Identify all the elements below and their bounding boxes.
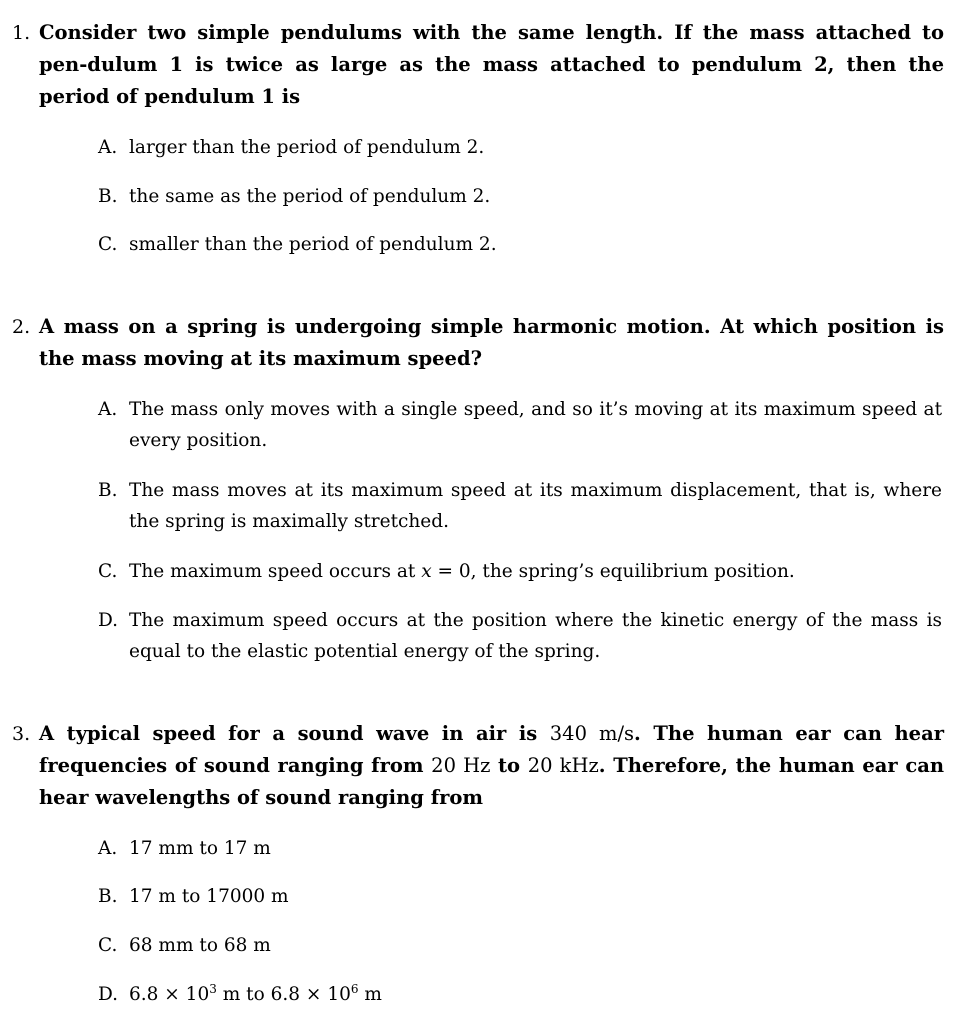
choice-letter: D. (98, 610, 119, 631)
math-exponent: 6 (350, 982, 359, 996)
question-text: A mass on a spring is undergoing simple harmonic motion. At which position is the mass moving at its maximum speed? (39, 315, 944, 370)
math-exponent: 3 (209, 982, 217, 996)
question-text: Consider two simple pendulums with the same length. If the mass attached to pen-dulum 1 is twice as large as the mass attached to pendulum 2, then the period of pendulum 1 is (39, 21, 944, 108)
choice-text: 17 mm to 17 m (129, 838, 271, 859)
choice-letter: C. (98, 234, 118, 255)
math-value: 20 kHz (527, 754, 599, 777)
math-base: 6.8 × 10 (129, 984, 210, 1005)
choice-letter: A. (98, 137, 118, 158)
question-text-part: . The human ear can hear frequencies of sound ranging from (39, 722, 944, 777)
math-value: 340 m/s (549, 722, 635, 745)
choice-letter: A. (98, 399, 118, 420)
choice-text: 17 m to 17000 m (129, 886, 289, 907)
choice-text (129, 556, 942, 587)
math-text: m to 6.8 × 10 (216, 984, 351, 1005)
question-text (39, 718, 944, 814)
choice-letter: C. (98, 935, 118, 956)
choice-text-before: The maximum speed occurs at (129, 561, 422, 582)
choice-text: the same as the period of pendulum 2. (129, 186, 491, 207)
choice-text: The mass moves at its maximum speed at its maximum displacement, that is, where the spring is maximally stretched. (129, 480, 942, 532)
question-number: 3. (12, 723, 31, 745)
choice-text (129, 979, 942, 1010)
choice-text-after: = 0, the spring’s equilibrium position. (431, 561, 795, 582)
question-text-part: to (490, 754, 528, 777)
question-number: 1. (12, 22, 31, 44)
choice-letter: D. (98, 984, 119, 1005)
choice-text: The maximum speed occurs at the position where the kinetic energy of the mass is equal to the elastic potential energy of the spring. (129, 610, 942, 662)
question-text-part: A typical speed for a sound wave in air is (39, 722, 550, 745)
choice-text: smaller than the period of pendulum 2. (129, 234, 497, 255)
choice-text: 68 mm to 68 m (129, 935, 271, 956)
question-text-part: . Therefore, the human ear can hear wavelengths of sound ranging from (39, 754, 945, 809)
choice-text: The mass only moves with a single speed, and so it’s moving at its maximum speed at every position. (129, 399, 942, 451)
choice-letter: B. (98, 886, 118, 907)
choice-letter: C. (98, 561, 118, 582)
math-value: 20 Hz (431, 754, 491, 777)
choice-letter: B. (98, 186, 118, 207)
choice-text: larger than the period of pendulum 2. (129, 137, 485, 158)
math-text: m (358, 984, 382, 1005)
choice-letter: B. (98, 480, 118, 501)
math-variable: x (421, 561, 432, 582)
choice-letter: A. (98, 838, 118, 859)
question-number: 2. (12, 316, 31, 338)
